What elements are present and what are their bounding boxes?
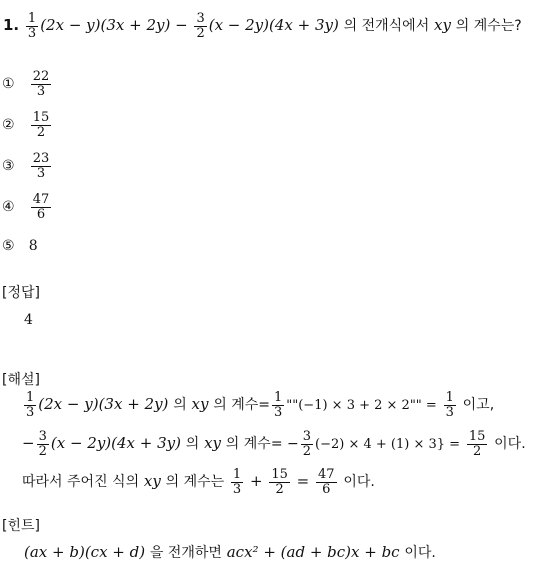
expl3-fraction-3: $\frac{47}{6}$ <box>318 467 335 497</box>
expl2-expr: (x − 2y)(4x + 3y) <box>50 434 181 453</box>
expl1-fraction-3: $\frac{1}{3}$ <box>445 390 454 420</box>
choice-4-fraction: $\frac{47}{6}$ <box>32 192 50 222</box>
expl3-eq: = <box>296 472 310 491</box>
question-fraction-b: $\frac{3}{2}$ <box>196 11 205 41</box>
question-expr-a: (2x − y)(3x + 2y) − <box>40 16 188 35</box>
expl1-mid: 의 <box>173 397 187 414</box>
expl1-calc: ""(−1) × 3 + 2 × 2"" = <box>286 398 437 414</box>
expl1-mid2: 의 계수= <box>213 397 270 414</box>
explanation-line-2 <box>22 430 526 458</box>
expl2-fraction-3: $\frac{15}{2}$ <box>468 429 486 459</box>
choice-1-fraction: $\frac{22}{3}$ <box>32 69 50 99</box>
expl1-end: 이고, <box>462 397 495 414</box>
choice-3-fraction: $\frac{23}{3}$ <box>32 151 50 181</box>
expl3-mid: 의 계수는 <box>165 474 225 491</box>
question-fraction-a: $\frac{1}{3}$ <box>27 11 37 41</box>
explanation-label: [해설] <box>2 372 40 388</box>
choice-3[interactable] <box>2 152 53 180</box>
expl1-var: xy <box>191 395 209 414</box>
answer-value: 4 <box>24 312 33 328</box>
question-number: 1. <box>3 16 20 35</box>
hint-text-1: 을 전개하면 <box>149 545 222 561</box>
choice-5[interactable] <box>2 238 38 253</box>
choice-3-mark: ③ <box>2 158 15 175</box>
expl2-lead: − <box>22 434 35 453</box>
hint-expr-1: (ax + b)(cx + d) <box>24 543 146 561</box>
question-tail-1: 의 전개식에서 <box>343 18 430 35</box>
choice-2-mark: ② <box>2 117 15 134</box>
choice-2[interactable] <box>2 111 53 139</box>
expl2-calc: (−2) × 4 + (1) × 3} = <box>315 437 461 453</box>
question-tail-2: 의 계수는? <box>455 18 522 35</box>
expl3-plus: + <box>249 472 263 491</box>
expl2-end: 이다. <box>494 436 526 453</box>
question-line <box>3 12 522 40</box>
expl3-fraction-2: $\frac{15}{2}$ <box>271 467 288 497</box>
expl3-end: 이다. <box>343 474 375 491</box>
hint-expr-2: acx² + (ad + bc)x + bc <box>226 543 400 561</box>
expl3-fraction-1: $\frac{1}{3}$ <box>232 467 242 497</box>
expl3-var: xy <box>143 472 161 491</box>
expl2-fraction-1: $\frac{3}{2}$ <box>38 429 47 459</box>
explanation-line-1 <box>22 391 494 419</box>
expl2-mid: 의 <box>185 436 200 453</box>
choice-5-mark: ⑤ <box>2 238 15 254</box>
expl1-expr: (2x − y)(3x + 2y) <box>38 395 169 414</box>
expl1-fraction-2: $\frac{1}{3}$ <box>273 390 283 420</box>
hint-text-2: 이다. <box>404 545 436 561</box>
hint-label: [힌트] <box>2 518 40 534</box>
question-tail-var: xy <box>434 16 451 35</box>
choice-4-mark: ④ <box>2 199 15 216</box>
choice-1[interactable] <box>2 70 53 98</box>
choice-1-mark: ① <box>2 76 15 93</box>
hint-line <box>24 545 436 560</box>
expl2-var: xy <box>204 434 222 453</box>
expl2-mid2: 의 계수= − <box>225 436 299 453</box>
expl2-fraction-2: $\frac{3}{2}$ <box>302 429 312 459</box>
question-expr-b: (x − 2y)(4x + 3y) <box>208 16 339 35</box>
choice-4[interactable] <box>2 193 53 221</box>
explanation-line-3 <box>22 468 375 496</box>
choice-5-value: 8 <box>28 238 38 254</box>
expl1-fraction-1: $\frac{1}{3}$ <box>26 390 35 420</box>
expl3-start: 따라서 주어진 식의 <box>22 474 140 491</box>
choice-2-fraction: $\frac{15}{2}$ <box>32 110 50 140</box>
answer-label: [정답] <box>2 285 40 301</box>
